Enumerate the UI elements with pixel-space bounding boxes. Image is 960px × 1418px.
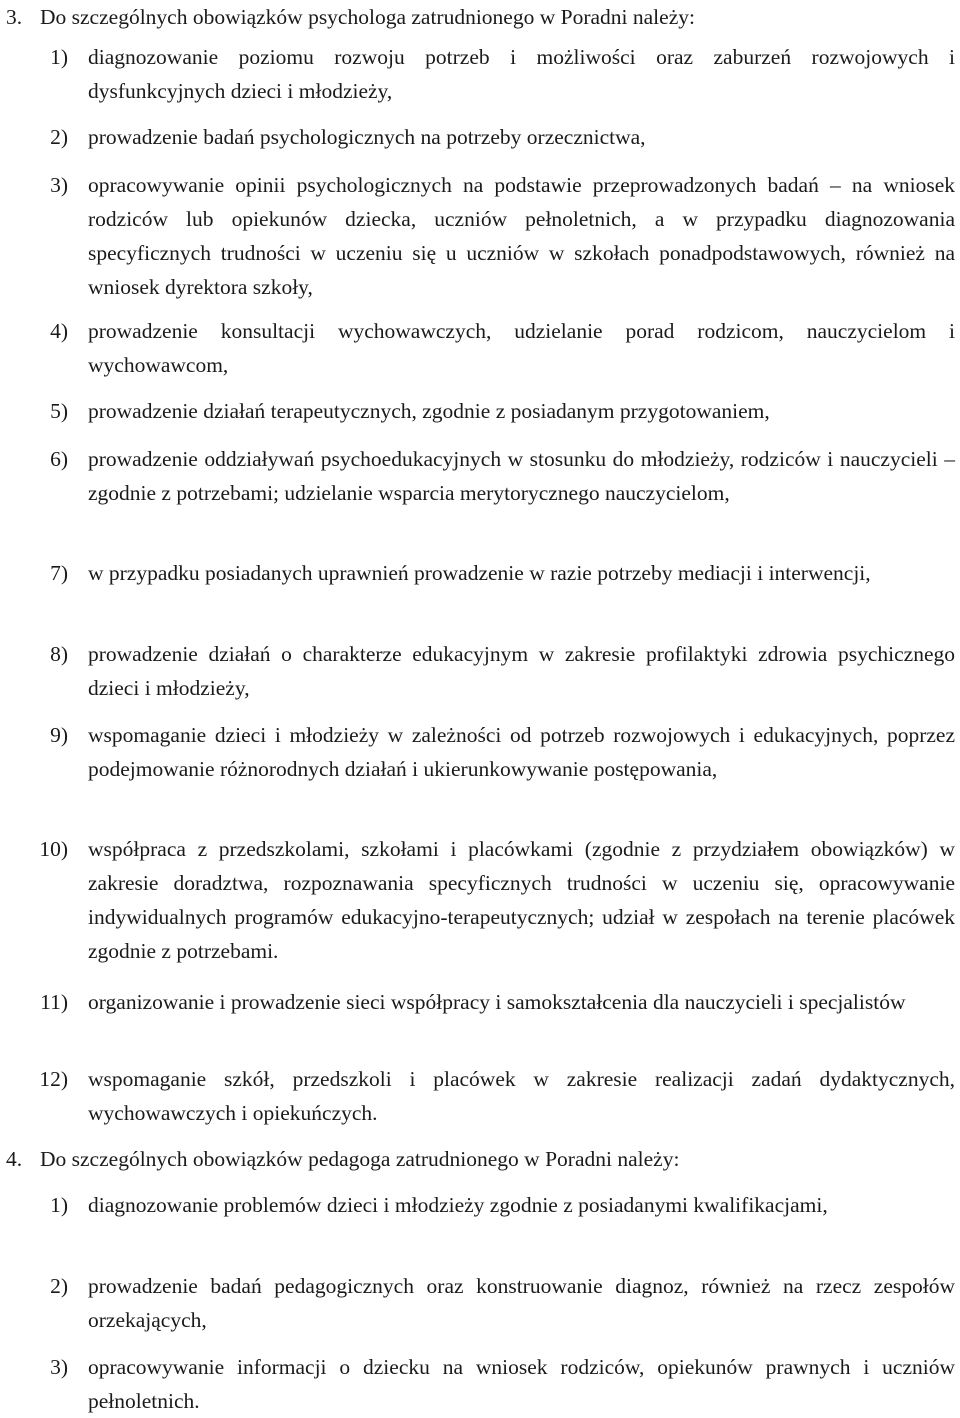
list-item bbox=[0, 556, 960, 590]
list-item-text: opracowywanie informacji o dziecku na wniosek rodziców, opiekunów prawnych i uczniów pełnoletnich. bbox=[88, 1355, 955, 1413]
list-item-number: 7) bbox=[50, 561, 68, 585]
list-item bbox=[0, 1350, 960, 1418]
list-item-number: 12) bbox=[39, 1067, 68, 1091]
list-item bbox=[0, 168, 960, 304]
list-item-text: prowadzenie działań o charakterze edukacyjnym w zakresie profilaktyki zdrowia psychicznego dzieci i młodzieży, bbox=[88, 642, 955, 700]
list-item-number: 1) bbox=[50, 45, 68, 69]
section-heading-text: Do szczególnych obowiązków psychologa zatrudnionego w Poradni należy: bbox=[40, 5, 695, 29]
list-item-text: opracowywanie opinii psychologicznych na podstawie przeprowadzonych badań – na wniosek rodziców lub opiekunów dziecka, uczniów pełnoletnich, a w przypadku diagnozowania specyficznych trudności w uczeniu się u uczniów w szkołach ponadpodstawowych, również na wniosek dyrektora szkoły, bbox=[88, 173, 955, 299]
list-item-text: prowadzenie badań psychologicznych na potrzeby orzecznictwa, bbox=[88, 125, 646, 149]
list-item bbox=[0, 394, 960, 428]
list-item bbox=[0, 1062, 960, 1130]
list-item bbox=[0, 718, 960, 786]
list-item-number: 9) bbox=[50, 723, 68, 747]
list-item-number: 10) bbox=[39, 837, 68, 861]
list-item-number: 1) bbox=[50, 1193, 68, 1217]
list-item-number: 3) bbox=[50, 1355, 68, 1379]
list-item bbox=[0, 637, 960, 705]
list-item-number: 8) bbox=[50, 642, 68, 666]
list-item-text: prowadzenie badań pedagogicznych oraz konstruowanie diagnoz, również na rzecz zespołów orzekających, bbox=[88, 1274, 955, 1332]
list-item bbox=[0, 314, 960, 382]
list-item bbox=[0, 442, 960, 510]
list-item-text: w przypadku posiadanych uprawnień prowadzenie w razie potrzeby mediacji i interwencji, bbox=[88, 561, 871, 585]
list-item-text: prowadzenie oddziaływań psychoedukacyjnych w stosunku do młodzieży, rodziców i nauczycieli – zgodnie z potrzebami; udzielanie wsparcia merytorycznego nauczycielom, bbox=[88, 447, 955, 505]
list-item bbox=[0, 832, 960, 968]
list-item bbox=[0, 40, 960, 108]
list-item-text: organizowanie i prowadzenie sieci współpracy i samokształcenia dla nauczycieli i specjalistów bbox=[88, 990, 906, 1014]
list-item-text: diagnozowanie problemów dzieci i młodzieży zgodnie z posiadanymi kwalifikacjami, bbox=[88, 1193, 828, 1217]
list-item-text: współpraca z przedszkolami, szkołami i placówkami (zgodnie z przydziałem obowiązków) w zakresie doradztwa, rozpoznawania specyficznych trudności w uczeniu się, opracowywanie indywidualnych programów edukacyjno-terapeutycznych; udział w zespołach na terenie placówek zgodnie z potrzebami. bbox=[88, 837, 955, 963]
list-item bbox=[0, 1188, 960, 1222]
list-item-text: diagnozowanie poziomu rozwoju potrzeb i możliwości oraz zaburzeń rozwojowych i dysfunkcyjnych dzieci i młodzieży, bbox=[88, 45, 955, 103]
list-item bbox=[0, 120, 960, 154]
list-item-number: 4) bbox=[50, 319, 68, 343]
list-item-number: 11) bbox=[40, 990, 68, 1014]
section-number: 3. bbox=[6, 5, 23, 29]
list-item-number: 3) bbox=[50, 173, 68, 197]
section-heading-text: Do szczególnych obowiązków pedagoga zatrudnionego w Poradni należy: bbox=[40, 1147, 680, 1171]
list-item bbox=[0, 1269, 960, 1337]
section-number: 4. bbox=[6, 1147, 23, 1171]
list-item-number: 6) bbox=[50, 447, 68, 471]
list-item-text: prowadzenie działań terapeutycznych, zgodnie z posiadanym przygotowaniem, bbox=[88, 399, 770, 423]
list-item-text: wspomaganie szkół, przedszkoli i placówek w zakresie realizacji zadań dydaktycznych, wychowawczych i opiekuńczych. bbox=[88, 1067, 955, 1125]
list-item-number: 5) bbox=[50, 399, 68, 423]
list-item bbox=[0, 985, 960, 1019]
list-item-number: 2) bbox=[50, 1274, 68, 1298]
list-item-number: 2) bbox=[50, 125, 68, 149]
list-item-text: wspomaganie dzieci i młodzieży w zależności od potrzeb rozwojowych i edukacyjnych, poprzez podejmowanie różnorodnych działań i ukierunkowywanie postępowania, bbox=[88, 723, 955, 781]
list-item-text: prowadzenie konsultacji wychowawczych, udzielanie porad rodzicom, nauczycielom i wychowawcom, bbox=[88, 319, 955, 377]
